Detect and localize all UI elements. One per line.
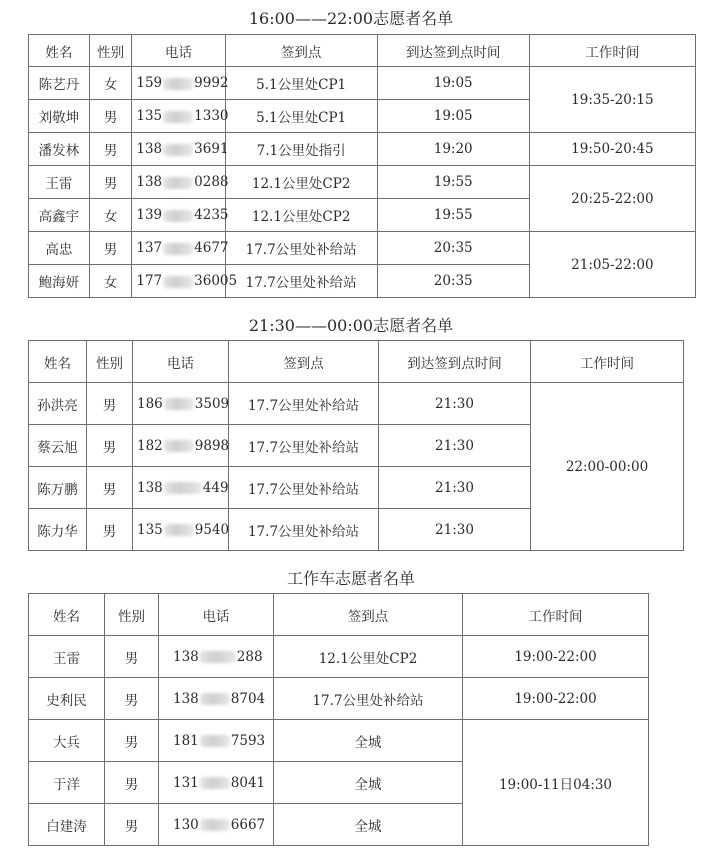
cell-arrival: 19:20 — [377, 133, 529, 166]
table-row — [29, 166, 696, 199]
header-name: 姓名 — [29, 35, 90, 67]
phone-prefix: 138 — [137, 479, 163, 496]
cell-gender: 男 — [89, 232, 132, 265]
cell-arrival: 20:35 — [377, 232, 529, 265]
phone-suffix: 288 — [236, 648, 263, 665]
cell-name: 高鑫宇 — [29, 199, 90, 232]
phone-suffix: 36005 — [194, 273, 238, 289]
phone-prefix: 181 — [173, 732, 199, 749]
phone-redaction — [164, 440, 194, 452]
table-row — [29, 636, 649, 678]
phone-suffix: 3509 — [194, 395, 230, 412]
cell-work-time: 19:50-20:45 — [529, 133, 695, 166]
phone-prefix: 131 — [173, 774, 199, 791]
cell-checkpoint: 全城 — [274, 762, 463, 804]
cell-name: 史利民 — [29, 678, 105, 720]
phone-redaction — [163, 111, 193, 123]
cell-phone — [159, 636, 274, 678]
cell-phone — [132, 265, 238, 298]
cell-work-time: 19:00-11日04:30 — [463, 720, 649, 846]
cell-phone — [159, 678, 274, 720]
cell-phone — [132, 199, 229, 232]
table-row — [29, 383, 684, 425]
cell-phone — [132, 100, 229, 133]
cell-gender: 男 — [105, 636, 159, 678]
cell-gender: 男 — [105, 804, 159, 846]
header-arrival: 到达签到点时间 — [377, 35, 529, 67]
phone-redaction — [200, 777, 230, 789]
phone-redaction — [163, 210, 193, 222]
phone-redaction — [200, 693, 230, 705]
cell-arrival: 21:30 — [379, 509, 531, 551]
phone-redaction — [163, 243, 193, 255]
phone-suffix: 4677 — [194, 240, 229, 256]
phone-prefix: 135 — [137, 521, 163, 538]
phone-redaction — [163, 78, 193, 90]
phone-suffix: 8041 — [230, 774, 266, 791]
phone-suffix: 8704 — [230, 690, 266, 707]
header-work-time: 工作时间 — [531, 341, 684, 383]
phone-redaction — [163, 144, 193, 156]
cell-phone — [132, 67, 229, 100]
cell-gender: 男 — [87, 467, 133, 509]
cell-work-time: 22:00-00:00 — [531, 383, 684, 551]
header-arrival: 到达签到点时间 — [379, 341, 531, 383]
cell-arrival: 19:05 — [377, 100, 529, 133]
cell-name: 潘发林 — [29, 133, 90, 166]
header-work-time: 工作时间 — [463, 594, 649, 636]
cell-name: 高忠 — [29, 232, 90, 265]
cell-checkpoint: 17.7公里处补给站 — [229, 467, 379, 509]
section-title: 工作车志愿者名单 — [286, 569, 415, 588]
cell-name: 于洋 — [29, 762, 105, 804]
cell-arrival: 21:30 — [379, 383, 531, 425]
header-name: 姓名 — [29, 594, 105, 636]
cell-checkpoint: 17.7公里处补给站 — [274, 678, 463, 720]
cell-work-time: 20:25-22:00 — [529, 166, 695, 232]
cell-phone — [133, 425, 229, 467]
cell-name: 陈艺丹 — [29, 67, 90, 100]
section-title: 21:30——00:00志愿者名单 — [248, 316, 454, 335]
cell-work-time: 19:00-22:00 — [463, 636, 649, 678]
cell-name: 大兵 — [29, 720, 105, 762]
cell-name: 孙洪亮 — [29, 383, 87, 425]
phone-redaction — [200, 735, 230, 747]
phone-prefix: 159 — [136, 75, 163, 91]
cell-arrival: 19:55 — [377, 166, 529, 199]
header-gender: 性别 — [105, 594, 159, 636]
cell-gender: 男 — [105, 678, 159, 720]
cell-phone — [133, 383, 229, 425]
phone-suffix: 7593 — [230, 732, 266, 749]
phone-prefix: 138 — [136, 141, 163, 157]
table-header-row — [29, 35, 696, 67]
phone-prefix: 177 — [136, 273, 163, 289]
header-phone: 电话 — [133, 341, 229, 383]
table-header-row — [29, 341, 684, 383]
phone-prefix: 138 — [173, 690, 199, 707]
phone-redaction — [164, 482, 202, 494]
header-phone: 电话 — [132, 35, 225, 67]
cell-checkpoint: 全城 — [274, 804, 463, 846]
volunteer-table-2 — [28, 340, 684, 551]
cell-gender: 男 — [89, 133, 132, 166]
cell-name: 王雷 — [29, 636, 105, 678]
phone-redaction — [200, 819, 230, 831]
header-name: 姓名 — [29, 341, 87, 383]
phone-suffix: 6667 — [230, 816, 266, 833]
table-row — [29, 67, 696, 100]
phone-suffix: 9540 — [194, 521, 230, 538]
cell-name: 陈万鹏 — [29, 467, 87, 509]
phone-suffix: 9992 — [194, 75, 229, 91]
phone-suffix: 3691 — [194, 141, 229, 157]
phone-prefix: 186 — [137, 395, 163, 412]
cell-name: 鲍海妍 — [29, 265, 90, 298]
header-gender: 性别 — [87, 341, 133, 383]
cell-phone — [159, 720, 274, 762]
cell-name: 蔡云旭 — [29, 425, 87, 467]
phone-prefix: 182 — [137, 437, 163, 454]
cell-phone — [159, 804, 274, 846]
header-work-time: 工作时间 — [529, 35, 695, 67]
cell-phone — [132, 133, 229, 166]
cell-checkpoint: 17.7公里处补给站 — [229, 425, 379, 467]
header-checkpoint: 签到点 — [225, 35, 377, 67]
header-gender: 性别 — [89, 35, 132, 67]
cell-gender: 男 — [89, 166, 132, 199]
cell-arrival: 20:35 — [377, 265, 529, 298]
cell-checkpoint: 全城 — [274, 720, 463, 762]
cell-checkpoint: 5.1公里处CP1 — [225, 67, 377, 100]
cell-checkpoint: 12.1公里处CP2 — [225, 199, 377, 232]
table-header-row — [29, 594, 649, 636]
cell-name: 白建涛 — [29, 804, 105, 846]
cell-arrival: 21:30 — [379, 425, 531, 467]
phone-redaction — [163, 276, 193, 288]
cell-checkpoint: 12.1公里处CP2 — [274, 636, 463, 678]
cell-phone — [159, 762, 274, 804]
cell-gender: 女 — [89, 265, 132, 298]
phone-redaction — [164, 524, 194, 536]
cell-checkpoint: 17.7公里处补给站 — [225, 232, 377, 265]
phone-prefix: 138 — [173, 648, 199, 665]
header-checkpoint: 签到点 — [274, 594, 463, 636]
phone-suffix: 0288 — [194, 174, 229, 190]
cell-arrival: 19:05 — [377, 67, 529, 100]
cell-phone — [132, 166, 229, 199]
phone-prefix: 130 — [173, 816, 199, 833]
phone-prefix: 135 — [136, 108, 163, 124]
header-phone: 电话 — [159, 594, 274, 636]
volunteer-table-1 — [28, 34, 696, 298]
cell-arrival: 19:55 — [377, 199, 529, 232]
cell-name: 王雷 — [29, 166, 90, 199]
cell-work-time: 21:05-22:00 — [529, 232, 695, 298]
cell-arrival: 21:30 — [379, 467, 531, 509]
phone-suffix: 1330 — [194, 108, 229, 124]
phone-redaction — [164, 398, 194, 410]
cell-name: 刘敬坤 — [29, 100, 90, 133]
table-row — [29, 678, 649, 720]
vehicle-volunteer-table — [28, 593, 649, 846]
cell-gender: 男 — [87, 425, 133, 467]
phone-suffix: 9898 — [194, 437, 230, 454]
cell-gender: 女 — [89, 67, 132, 100]
cell-phone — [133, 509, 229, 551]
phone-redaction — [163, 177, 193, 189]
cell-checkpoint: 5.1公里处CP1 — [225, 100, 377, 133]
cell-checkpoint: 12.1公里处CP2 — [225, 166, 377, 199]
cell-gender: 男 — [87, 509, 133, 551]
cell-gender: 女 — [89, 199, 132, 232]
cell-gender: 男 — [89, 100, 132, 133]
cell-gender: 男 — [105, 720, 159, 762]
table-row — [29, 232, 696, 265]
cell-work-time: 19:00-22:00 — [463, 678, 649, 720]
cell-phone — [132, 232, 229, 265]
cell-checkpoint: 7.1公里处指引 — [225, 133, 377, 166]
cell-phone — [133, 467, 229, 509]
header-checkpoint: 签到点 — [229, 341, 379, 383]
cell-name: 陈力华 — [29, 509, 87, 551]
phone-prefix: 137 — [136, 240, 163, 256]
cell-gender: 男 — [87, 383, 133, 425]
cell-checkpoint: 17.7公里处补给站 — [225, 265, 377, 298]
cell-checkpoint: 17.7公里处补给站 — [229, 383, 379, 425]
phone-prefix: 139 — [136, 207, 163, 223]
phone-suffix: 4235 — [194, 207, 229, 223]
table-row — [29, 720, 649, 762]
cell-gender: 男 — [105, 762, 159, 804]
cell-checkpoint: 17.7公里处补给站 — [229, 509, 379, 551]
phone-redaction — [200, 651, 236, 663]
section-title: 16:00——22:00志愿者名单 — [248, 9, 454, 28]
table-row — [29, 133, 696, 166]
phone-suffix: 449 — [202, 479, 229, 496]
cell-work-time: 19:35-20:15 — [529, 67, 695, 133]
phone-prefix: 138 — [136, 174, 163, 190]
